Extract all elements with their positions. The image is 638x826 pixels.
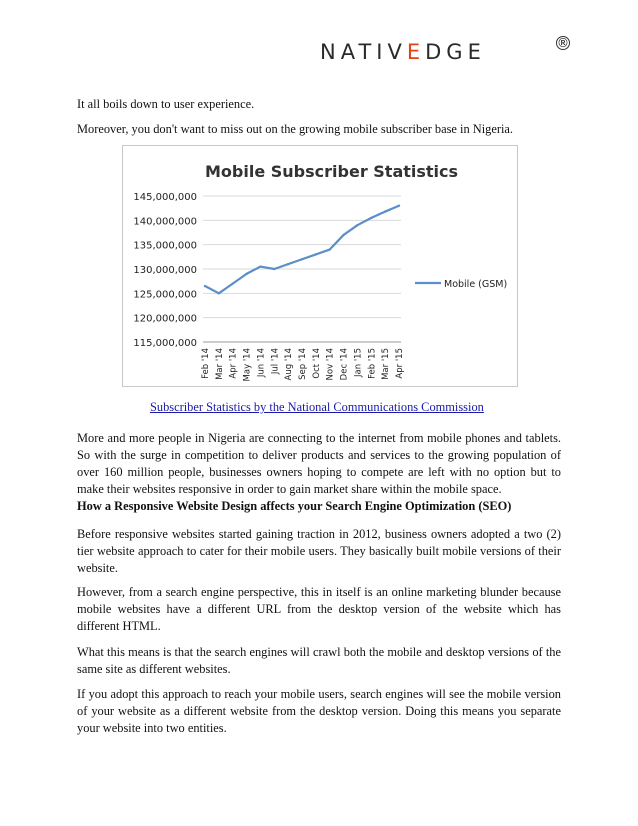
data-point bbox=[218, 292, 220, 294]
x-tick-label: Nov '14 bbox=[325, 348, 336, 381]
y-tick-label: 145,000,000 bbox=[133, 192, 197, 203]
y-tick-label: 115,000,000 bbox=[133, 338, 197, 349]
y-tick-label: 125,000,000 bbox=[133, 289, 197, 301]
data-point bbox=[384, 210, 386, 212]
paragraph-user-experience: It all boils down to user experience. bbox=[77, 97, 255, 111]
x-tick-label: Apr '15 bbox=[395, 348, 405, 379]
y-tick-label: 120,000,000 bbox=[133, 313, 197, 325]
paragraph-crawl-both: What this means is that the search engines will crawl both the mobile and desktop versions of the same site as different websites. bbox=[77, 645, 561, 676]
data-point bbox=[342, 234, 344, 236]
x-tick-label: Apr '14 bbox=[228, 348, 239, 379]
data-point bbox=[315, 253, 317, 255]
series-line-mobile-gsm- bbox=[205, 206, 399, 294]
logo-text-accent: E bbox=[406, 40, 426, 64]
data-point bbox=[301, 258, 303, 260]
data-point bbox=[232, 282, 234, 284]
x-tick-label: May '14 bbox=[242, 348, 253, 382]
legend-label: Mobile (GSM) bbox=[444, 279, 508, 290]
x-tick-label: Mar '15 bbox=[381, 348, 392, 380]
chart-caption-link[interactable]: Subscriber Statistics by the National Communications Commission bbox=[150, 400, 484, 414]
x-tick-label: Sep '14 bbox=[298, 348, 308, 380]
x-tick-label: Jul '14 bbox=[270, 348, 281, 375]
paragraph-before-responsive: Before responsive websites started gaining traction in 2012, business owners adopted a two (2) tier website approach to cater for their mobile users. They basically built mobile versions of their website. bbox=[77, 527, 561, 575]
data-point bbox=[245, 273, 247, 275]
logo-wordmark bbox=[320, 40, 486, 64]
data-point bbox=[370, 217, 372, 219]
paragraph-adopt-approach: If you adopt this approach to reach your mobile users, search engines will see the mobile version of your website as a different website from the desktop version. Doing this means you separate your website into two entities. bbox=[77, 687, 561, 735]
x-tick-label: Oct '14 bbox=[311, 348, 322, 379]
nativedge-logo bbox=[320, 36, 569, 68]
x-tick-label: Mar '14 bbox=[214, 348, 225, 380]
chart-canvas bbox=[123, 146, 517, 386]
data-point bbox=[356, 224, 358, 226]
logo-text-c: DGE bbox=[425, 40, 486, 64]
paragraph-mobile-subscriber: Moreover, you don't want to miss out on the growing mobile subscriber base in Nigeria. bbox=[77, 122, 514, 136]
x-tick-label: Aug '14 bbox=[284, 348, 295, 381]
x-tick-label: Jan '15 bbox=[353, 348, 364, 377]
data-point bbox=[329, 248, 331, 250]
section-heading-seo: How a Responsive Website Design affects your Search Engine Optimization (SEO) bbox=[77, 499, 512, 513]
data-point bbox=[398, 205, 400, 207]
x-tick-label: Jun '14 bbox=[256, 348, 267, 378]
x-tick-label: Feb '14 bbox=[201, 348, 211, 379]
logo-text-a: NATIV bbox=[320, 40, 407, 64]
x-tick-label: Dec '14 bbox=[339, 348, 350, 381]
y-tick-label: 130,000,000 bbox=[133, 265, 197, 276]
data-point bbox=[287, 263, 289, 265]
y-tick-label: 140,000,000 bbox=[133, 216, 197, 228]
data-point bbox=[204, 285, 206, 287]
paragraph-search-engine-perspective: However, from a search engine perspective, this in itself is an online marketing blunder because mobile websites have a different URL from the desktop version of the website which has different HTML. bbox=[77, 585, 561, 633]
x-tick-label: Feb '15 bbox=[367, 348, 378, 379]
data-point bbox=[273, 268, 275, 270]
registered-mark: ® bbox=[557, 36, 569, 50]
paragraph-nigeria-internet: More and more people in Nigeria are connecting to the internet from mobile phones and tablets. So with the surge in competition to deliver products and services to the growing population of over 160 million people, businesses owners hoping to compete are left with no option but to make their websites responsive in order to gain market share within the mobile space. bbox=[77, 431, 561, 496]
data-point bbox=[259, 265, 261, 267]
chart-title: Mobile Subscriber Statistics bbox=[205, 162, 459, 181]
y-tick-label: 135,000,000 bbox=[133, 240, 197, 252]
mobile-subscriber-chart bbox=[122, 145, 518, 387]
